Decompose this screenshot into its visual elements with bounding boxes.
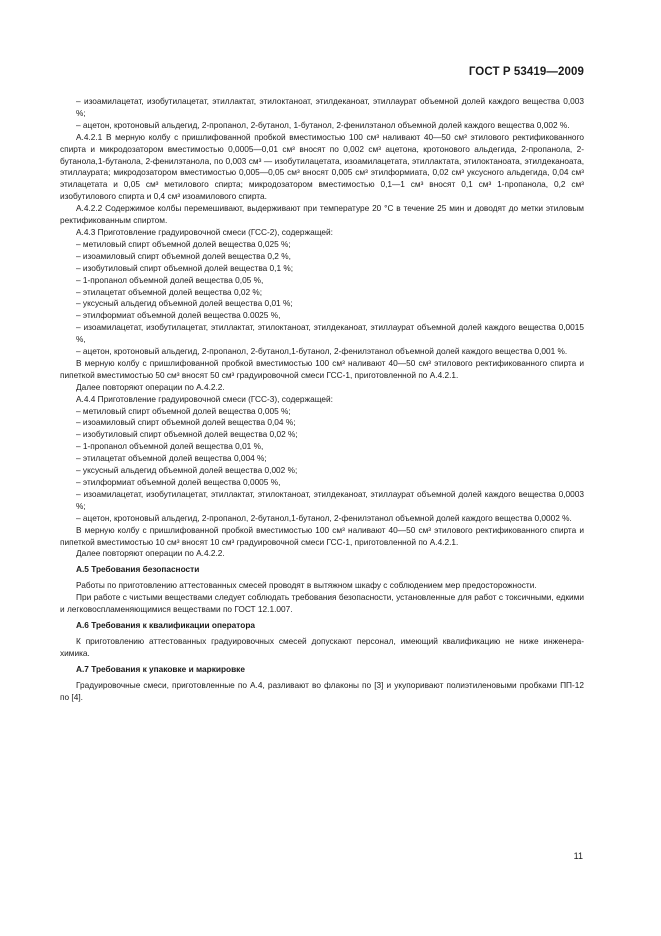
list-item: – этилацетат объемной долей вещества 0,004 %; — [76, 453, 267, 464]
list-item: – этилформиат объемной долей вещества 0,0005 %, — [76, 477, 281, 487]
list-item: – уксусный альдегид объемной долей вещества 0,01 %; — [76, 298, 293, 309]
list-item: – изобутиловый спирт объемной долей вещества 0,1 %; — [76, 262, 294, 273]
section-heading-a7: А.7 Требования к упаковке и маркировке — [76, 663, 245, 674]
list-item: – ацетон, кротоновый альдегид, 2-пропанол, 2-бутанол, 1-бутанол, 2-фенилэтанол объемной долей каждого вещества 0,002 %. — [76, 119, 570, 130]
subsection-a43: А.4.3 Приготовление градуировочной смеси (ГСС-2), содержащей: — [76, 226, 333, 237]
list-item: – ацетон, кротоновый альдегид, 2-пропанол, 2-бутанол,1-бутанол, 2-фенилэтанол объемной долей каждого вещества 0,0002 %. — [76, 512, 572, 523]
paragraph-safety: Работы по приготовлению аттестованных смесей проводят в вытяжном шкафу с соблюдением мер предосторожности. — [76, 580, 537, 591]
list-item: – метиловый спирт объемной долей вещества 0,025 %; — [76, 238, 291, 249]
document-id-header: ГОСТ Р 53419—2009 — [468, 66, 584, 78]
list-item: – изоамилацетат, изобутилацетат, этиллактат, этилоктаноат, этилдеканоат, этиллаурат объемной долей каждого вещества 0,003 %; — [76, 96, 584, 118]
list-item: – изоамилацетат, изобутилацетат, этиллактат, этилоктаноат, этилдеканоат, этиллаурат объемной долей каждого вещества 0,0015 %, — [76, 322, 584, 345]
list-item: – изоамилацетат, изобутилацетат, этиллактат, этилоктаноат, этилдеканоат, этиллаурат объемной долей каждого вещества 0,0003 %; — [76, 488, 584, 511]
section-heading-a5: А.5 Требования безопасности — [76, 564, 200, 575]
page-number: 11 — [573, 851, 583, 861]
list-item: – изобутиловый спирт объемной долей вещества 0,02 %; — [76, 429, 298, 440]
paragraph-gss2-procedure: В мерную колбу с пришлифованной пробкой вместимостью 100 см³ наливают 40—50 см³ этилового ректификованного спирта и пипеткой вместимостью 50 см³ вносят 50 см³ градуировочной смеси ГСС-1, приготовленной по А.4.2.1. — [60, 357, 584, 380]
paragraph-repeat: Далее повторяют операции по А.4.2.2. — [76, 381, 225, 392]
subsection-a44: А.4.4 Приготовление градуировочной смеси (ГСС-3), содержащей: — [76, 393, 333, 404]
list-item: – этилацетат объемной долей вещества 0,02 %; — [76, 286, 263, 297]
list-item: – метиловый спирт объемной долей вещества 0,005 %; — [76, 405, 291, 416]
document-body — [60, 96, 584, 703]
list-item: – изоамиловый спирт объемной долей вещества 0,04 %; — [76, 417, 296, 428]
paragraph-qualification: К приготовлению аттестованных градуировочных смесей допускают персонал, имеющий квалификацию не ниже инженера-химика. — [60, 635, 584, 658]
list-item: – изоамиловый спирт объемной долей вещества 0,2 %, — [76, 250, 291, 261]
paragraph-gss3-procedure: В мерную колбу с пришлифованной пробкой вместимостью 100 см³ наливают 40—50 см³ этилового ректификованного спирта и пипеткой вместимостью 10 см³ вносят 10 см³ градуировочной смеси ГСС-1, приготовленной по А.4.2.1. — [60, 524, 584, 547]
list-item: – 1-пропанол объемной долей вещества 0,01 %, — [76, 441, 264, 452]
paragraph-a421: А.4.2.1 В мерную колбу с пришлифованной пробкой вместимостью 100 см³ наливают 40—50 см³ этилового ректификованного спирта и микродозатором вместимостью 0,0005—0,01 см³ вносят по 0,002 см³ ацетона, кротонового альдегида, 2-пропанола, 2-бутанола,1-бутанола, 2-фенилэтанола, по 0,003 см³ — изобутилацетата, изоамилацетата, этиллактата, этилоктаноата, этилдеканоата, этиллаурата; микродозатором вместимостью 0,005—0,05 см³ вносят 0,005 см³ этилформиата, 0,02 см³ уксусного альдегида, 0,04 см³ этилацетата и 0,05 см³ метилового спирта; микродозатором вместимостью 0,1—1 см³ вносят 0,1 см³ 1-пропанола, 0,2 см³ изобутилового спирта и 0,4 см³ изоамилового спирта. — [60, 131, 584, 202]
paragraph-packaging: Градуировочные смеси, приготовленные по А.4, разливают во флаконы по [3] и укупоривают полиэтиленовыми пробками ПП-12 по [4]. — [60, 679, 584, 702]
paragraph-safety-substances: При работе с чистыми веществами следует соблюдать требования безопасности, установленные для работ с токсичными, едкими и легковоспламеняющимися веществами по ГОСТ 12.1.007. — [60, 592, 584, 615]
list-item: – уксусный альдегид объемной долей вещества 0,002 %; — [76, 465, 298, 476]
section-heading-a6: А.6 Требования к квалификации оператора — [76, 619, 255, 630]
paragraph-repeat: Далее повторяют операции по А.4.2.2. — [76, 548, 225, 559]
list-item: – 1-пропанол объемной долей вещества 0,05 %, — [76, 274, 264, 285]
list-item: – ацетон, кротоновый альдегид, 2-пропанол, 2-бутанол,1-бутанол, 2-фенилэтанол объемной долей каждого вещества 0,001 %. — [76, 346, 568, 357]
list-item: – этилформиат объемной долей вещества 0.0025 %, — [76, 310, 281, 321]
paragraph-a422: А.4.2.2 Содержимое колбы перемешивают, выдерживают при температуре 20 °С в течение 25 мин и доводят до метки этиловым ректификованным спиртом. — [60, 203, 584, 226]
